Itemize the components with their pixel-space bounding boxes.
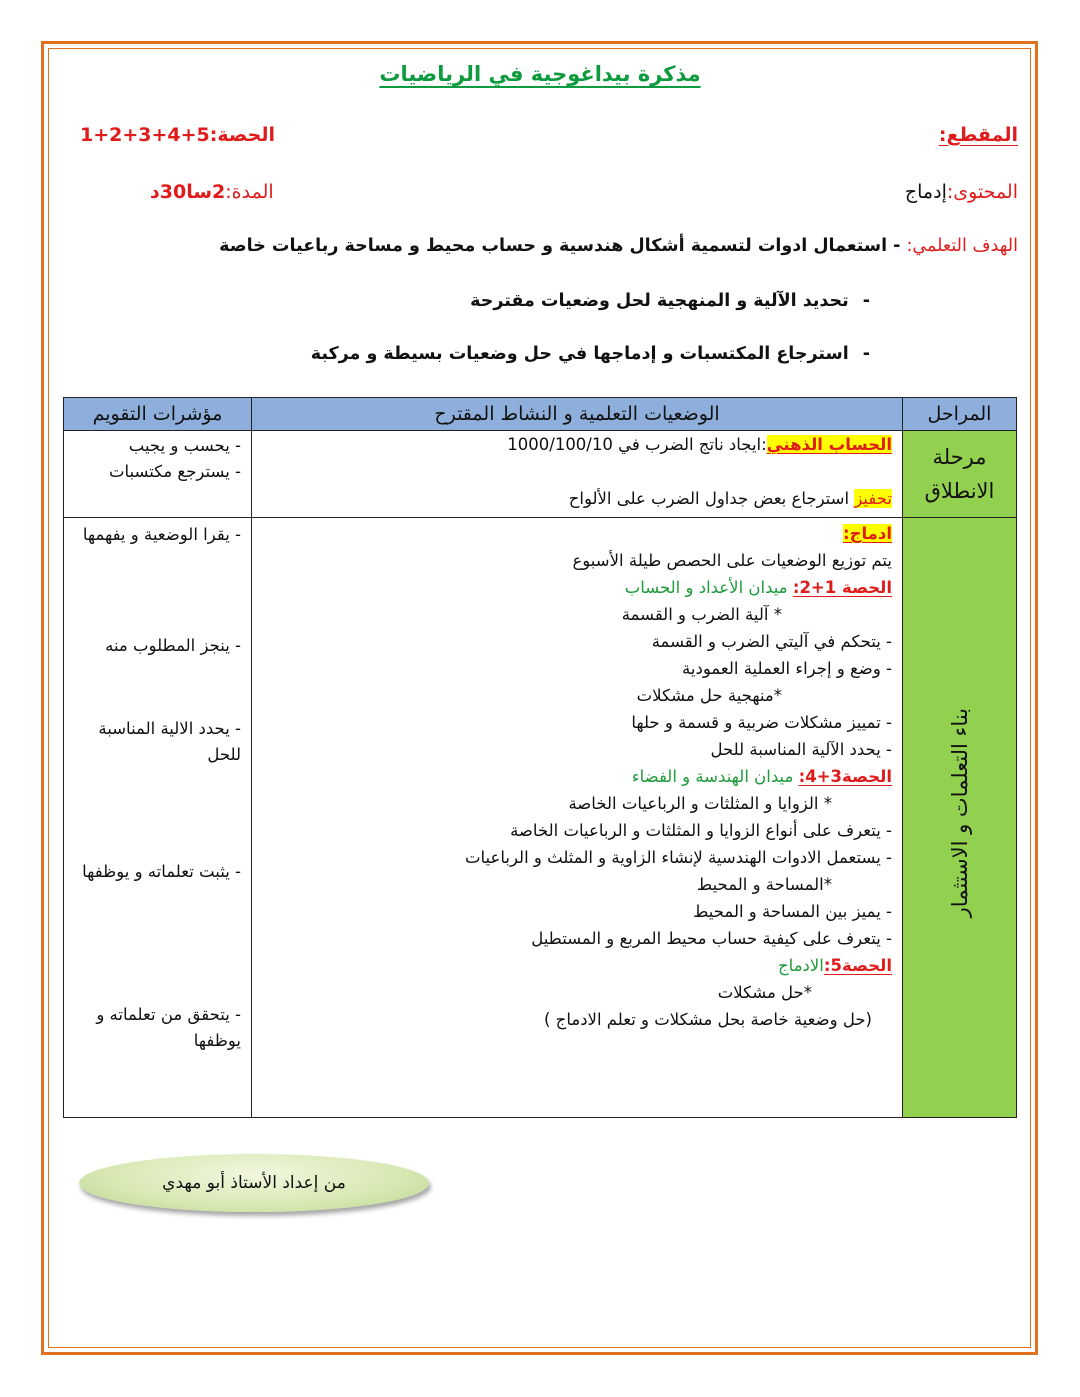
content-field bbox=[905, 181, 1018, 203]
build-indicator-1: - يقرا الوضعية و يفهمها bbox=[82, 525, 241, 544]
objective-line-3 bbox=[311, 344, 870, 364]
s12-line-3: - وضع و إجراء العملية العمودية bbox=[682, 659, 892, 678]
session5-label: الحصة5: bbox=[823, 956, 892, 975]
author-signature bbox=[79, 1154, 429, 1212]
document-title: مذكرة بيداغوجية في الرياضيات bbox=[379, 62, 701, 86]
segment-field bbox=[939, 124, 1018, 146]
build-activities bbox=[252, 518, 902, 1033]
objective-text-2: تحديد الآلية و المنهجية لحل وضعيات مقترحة bbox=[470, 291, 849, 311]
launch-activities-cell bbox=[252, 431, 903, 518]
s34-line-5: - يميز بين المساحة و المحيط bbox=[693, 902, 892, 921]
objective-line-2 bbox=[470, 291, 870, 311]
stage-launch: مرحلة الانطلاق bbox=[903, 431, 1017, 518]
lesson-table bbox=[63, 397, 1017, 1118]
duration-label: المدة: bbox=[225, 181, 274, 203]
table-header-row bbox=[64, 398, 1017, 431]
s5-line-1: *حل مشكلات bbox=[717, 983, 812, 1002]
s12-line-4: *منهجية حل مشكلات bbox=[636, 686, 782, 705]
integration-label: ادماج: bbox=[842, 524, 892, 543]
objective-bullet-2: - bbox=[862, 291, 870, 311]
build-indicators-cell bbox=[64, 518, 252, 1118]
build-activities-cell bbox=[252, 518, 903, 1118]
s12-line-5: - تمييز مشكلات ضربية و قسمة و حلها bbox=[631, 713, 892, 732]
distribution-line: يتم توزيع الوضعيات على الحصص طيلة الأسبوع bbox=[572, 551, 892, 570]
launch-indicators-cell bbox=[64, 431, 252, 518]
content-value: إدماج bbox=[904, 181, 947, 203]
session34-label: الحصة3+4: bbox=[798, 767, 892, 786]
header-stages: المراحل bbox=[903, 398, 1017, 431]
build-indicator-3: - يحدد الالية المناسبة للحل bbox=[98, 719, 241, 764]
table-row-launch bbox=[64, 431, 1017, 518]
session-value: 1+2+3+4+5 bbox=[80, 124, 210, 146]
s12-line-2: - يتحكم في آليتي الضرب و القسمة bbox=[651, 632, 892, 651]
header-activities: الوضعيات التعلمية و النشاط المقترح bbox=[252, 398, 903, 431]
s34-line-2: - يتعرف على أنواع الزوايا و المثلثات و الرباعيات الخاصة bbox=[510, 821, 892, 840]
session34-domain: ميدان الهندسة و الفضاء bbox=[631, 767, 799, 786]
duration-field bbox=[150, 181, 274, 203]
mental-calc-text: :ايجاد ناتج الضرب في 1000/100/10 bbox=[507, 435, 767, 454]
session-field bbox=[80, 124, 275, 146]
session-label: الحصة: bbox=[209, 124, 275, 146]
s34-line-1: * الزوايا و المثلثات و الرباعيات الخاصة bbox=[568, 794, 832, 813]
session5-heading bbox=[252, 952, 892, 979]
objective-bullet-3: - bbox=[862, 344, 870, 364]
session5-domain: الادماج bbox=[778, 956, 824, 975]
objective-line-1 bbox=[219, 236, 1018, 256]
content-label: المحتوى: bbox=[946, 181, 1018, 203]
header-indicators: مؤشرات التقويم bbox=[64, 398, 252, 431]
s12-line-1: * آلية الضرب و القسمة bbox=[621, 605, 782, 624]
build-indicator-2: - ينجز المطلوب منه bbox=[105, 636, 241, 655]
s34-line-6: - يتعرف على كيفية حساب محيط المربع و المستطيل bbox=[531, 929, 892, 948]
s5-line-2: (حل وضعية خاصة بحل مشكلات و تعلم الادماج ) bbox=[544, 1010, 872, 1029]
build-indicator-5: - يتحقق من تعلماته و يوظفها bbox=[96, 1005, 241, 1050]
author-signature-text: من إعداد الأستاذ أبو مهدي bbox=[162, 1173, 346, 1193]
integration-label-line bbox=[252, 520, 892, 547]
s12-line-6: - يحدد الآلية المناسبة للحل bbox=[710, 740, 892, 759]
motivation-text: استرجاع بعض جداول الضرب على الألواح bbox=[568, 489, 855, 508]
build-indicator-4: - يثبت تعلماته و يوظفها bbox=[82, 862, 241, 881]
objective-text-1: - استعمال ادوات لتسمية أشكال هندسية و حساب محيط و مساحة رباعيات خاصة bbox=[219, 236, 901, 256]
motivation-label: تحفيز bbox=[854, 489, 892, 508]
launch-indicators bbox=[64, 431, 251, 485]
stage-build-cell bbox=[903, 518, 1017, 1118]
session12-label: الحصة 1+2: bbox=[792, 578, 892, 597]
mental-calc-line bbox=[252, 431, 892, 458]
table-row-build bbox=[64, 518, 1017, 1118]
s34-line-3: - يستعمل الادوات الهندسية لإنشاء الزاوية و المثلث و الرباعيات bbox=[464, 848, 892, 867]
session12-heading bbox=[252, 574, 892, 601]
s34-line-4: *المساحة و المحيط bbox=[696, 875, 832, 894]
objective-text-3: استرجاع المكتسبات و إدماجها في حل وضعيات بسيطة و مركبة bbox=[310, 344, 849, 364]
launch-activities bbox=[252, 431, 902, 512]
segment-label: المقطع: bbox=[938, 124, 1018, 146]
duration-value: 2سا30د bbox=[150, 181, 226, 203]
launch-indicator-1: - يحسب و يجيب bbox=[128, 436, 241, 455]
mental-calc-label: الحساب الذهني bbox=[766, 435, 892, 454]
session12-domain: ميدان الأعداد و الحساب bbox=[624, 578, 793, 597]
launch-indicator-2: - يسترجع مكتسبات bbox=[108, 462, 241, 481]
motivation-line bbox=[252, 485, 892, 512]
session34-heading bbox=[252, 763, 892, 790]
stage-build: بناء التعلمات و الاستثمار bbox=[947, 707, 972, 918]
objective-label: الهدف التعلمي: bbox=[906, 236, 1018, 256]
